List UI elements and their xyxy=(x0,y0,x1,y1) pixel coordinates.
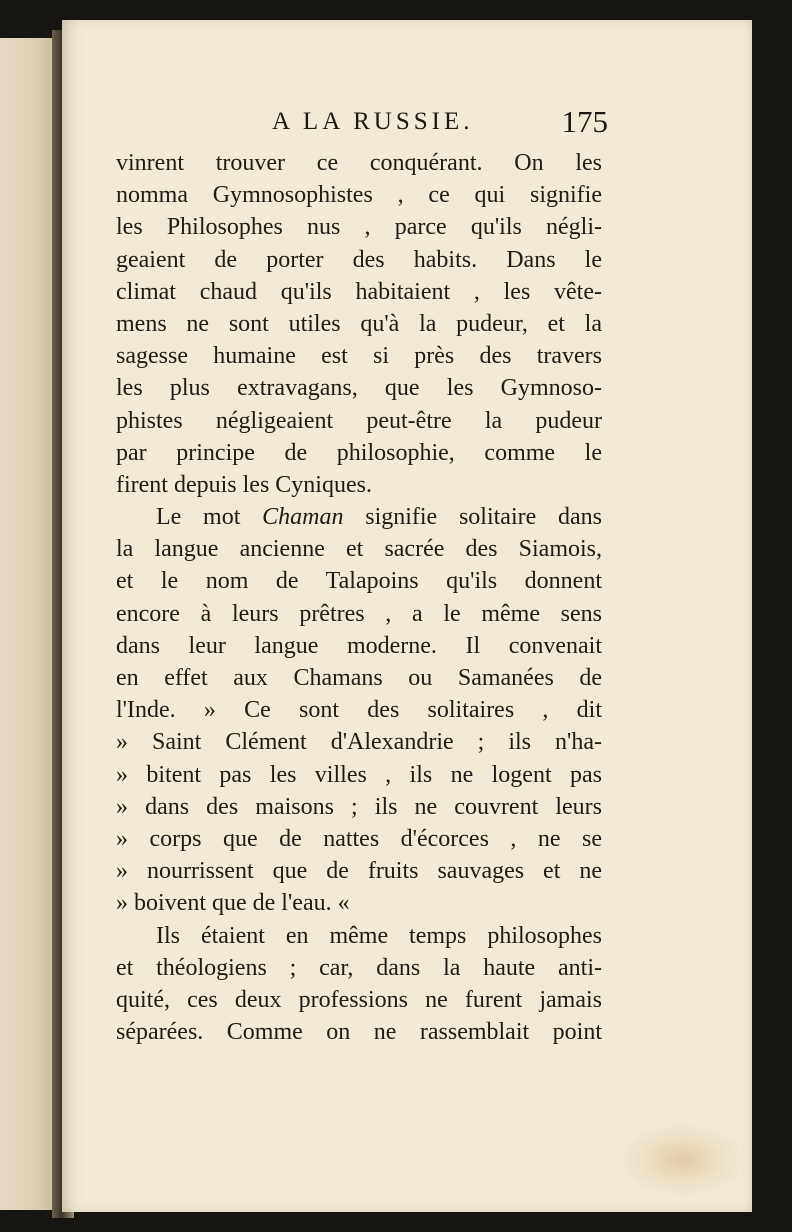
text-line: en effet aux Chamans ou Samanées de xyxy=(116,665,602,691)
text-line: séparées. Comme on ne rassemblait point xyxy=(116,1019,602,1046)
text-line: et le nom de Talapoins qu'ils donnent xyxy=(116,568,602,595)
text-line: quité, ces deux professions ne furent jamais xyxy=(116,986,602,1013)
text-line: firent depuis les Cyniques. xyxy=(116,471,372,498)
text-line: climat chaud qu'ils habitaient , les vête- xyxy=(116,278,602,305)
text-line: » nourrissent que de fruits sauvages et ne xyxy=(116,858,602,885)
text-run: signifie solitaire dans xyxy=(343,504,602,531)
text-run: Le mot xyxy=(156,504,263,531)
italic-term: Chaman xyxy=(262,504,344,531)
text-line: » boivent que de l'eau. « xyxy=(116,890,350,917)
paragraph xyxy=(116,501,602,919)
text-line: encore à leurs prêtres , a le même sens xyxy=(116,600,602,627)
text-line xyxy=(116,501,602,533)
page-header xyxy=(62,104,752,148)
text-line: phistes négligeaient peut-être la pudeur xyxy=(116,407,602,434)
text-line: dans leur langue moderne. Il convenait xyxy=(116,632,602,659)
text-line: Ils étaient en même temps philosophes xyxy=(156,922,602,949)
page-number: 175 xyxy=(561,104,608,139)
text-line: geaient de porter des habits. Dans le xyxy=(116,246,602,273)
book-page xyxy=(62,20,752,1212)
text-line: la langue ancienne et sacrée des Siamois, xyxy=(116,536,602,563)
text-line: l'Inde. » Ce sont des solitaires , dit xyxy=(116,697,602,724)
body-text xyxy=(116,147,602,1048)
text-line: » dans des maisons ; ils ne couvrent leurs xyxy=(116,793,602,820)
text-line: sagesse humaine est si près des travers xyxy=(116,343,602,370)
text-line: mens ne sont utiles qu'à la pudeur, et la xyxy=(116,310,602,337)
text-line: » corps que de nattes d'écorces , ne se xyxy=(116,825,602,852)
text-line: les Philosophes nus , parce qu'ils négli- xyxy=(116,214,602,241)
text-line: » bitent pas les villes , ils ne logent pas xyxy=(116,761,602,788)
running-head: A LA RUSSIE. xyxy=(272,108,474,135)
paragraph xyxy=(116,147,602,501)
paper-stain xyxy=(622,1125,742,1195)
text-line: nomma Gymnosophistes , ce qui signifie xyxy=(116,182,602,209)
text-line: et théologiens ; car, dans la haute anti- xyxy=(116,954,602,981)
text-line: » Saint Clément d'Alexandrie ; ils n'ha- xyxy=(116,729,602,756)
paragraph xyxy=(116,920,602,1049)
text-line: les plus extravagans, que les Gymnoso- xyxy=(116,375,602,402)
text-line: par principe de philosophie, comme le xyxy=(116,439,602,466)
text-line: vinrent trouver ce conquérant. On les xyxy=(116,150,602,176)
